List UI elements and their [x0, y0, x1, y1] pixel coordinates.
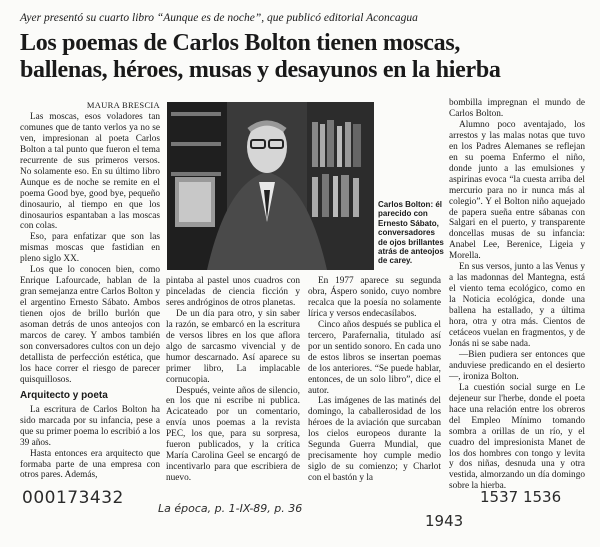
- paragraph: pintaba al pastel unos cuadros con pinceladas de ciencia ficción y seres andróginos de otros planetas.: [166, 276, 300, 308]
- paragraph: bombilla impregnan el mundo de Carlos Bolton.: [449, 98, 585, 119]
- paragraph: Después, veinte años de silencio, en los que ni escribe ni publica. Acicateado por un comentario, envía unos poemas a la revista PEC, los que, para su sorpresa, fueron publicados, y la crítica María Carolina Geel se encargó de incentivarlo para que escribiera de nuevo.: [166, 385, 300, 484]
- headline: [20, 30, 590, 84]
- paragraph: —Bien pudiera ser entonces que anduviese predicando en el desierto—, ironiza Bolton.: [449, 349, 585, 382]
- photo-illustration: [167, 102, 374, 270]
- photo-caption: Carlos Bolton: él parecido con Ernesto Sábato, conversadores de ojos brillantes atrás de anteojos de carey.: [378, 200, 444, 266]
- archive-number-2: 1943: [425, 512, 464, 530]
- paragraph: De un día para otro, y sin saber la razón, se embarcó en la escritura de versos libres en los que aflora algo de sarcasmo vivencial y de humor descarnado. Así aparece su primer libro, La implacable cornucopia.: [166, 308, 300, 385]
- paragraph: Cinco años después se publica el tercero, Parafernalia, titulado así por un sentido sonoro. En cada uno de estos libros se insertan poemas de los anteriores. “Se puede hablar, entonces, de un solo libro”, dice el autor.: [308, 319, 441, 396]
- kicker: Ayer presentó su cuarto libro “Aunque es de noche”, que publicó editorial Aconcagua: [20, 12, 418, 24]
- paragraph: Las moscas, esos voladores tan comunes que de tanto verlos ya no se ven, impresionan al poeta Carlos Bolton a tal punto que fueron el tema recurrente de sus primeros versos. No solamente eso. En su último libro Aunque es de noche se remite en el poema Good bye, good bye, pequeño dinosaurio, al tiempo en que los dinosaurios espantaban a las moscas con colas.: [20, 111, 160, 232]
- paragraph: Los que lo conocen bien, como Enrique Lafourcade, hablan de la gran semejanza entre Carlos Bolton y el argentino Ernesto Sábato. Ambos tienen ojos de brillo burlón que asoman detrás de unos anteojos con marcos de carey. Y ambos también son conversadores cultos con un dejo detallista de perfección estética, que los hace correr el riesgo de parecer quisquillosos.: [20, 265, 160, 385]
- article-column-4: [449, 98, 585, 492]
- paragraph: La cuestión social surge en Le dejeneur sur l'herbe, donde el poeta hace una relación entre los obreros del Empleo Mínimo tomando sombra a orillas de un río, y el cuadro del impresionista Manet de los dos hombres con tongo y levita y dos niñas, desnuda una y otra vestida, almorzando un día domingo sobre la hierba.: [449, 382, 585, 492]
- paragraph: La escritura de Carlos Bolton ha sido marcada por su infancia, pese a que su primer poema lo escribió a los 39 años.: [20, 404, 160, 448]
- paragraph: Eso, para enfatizar que son las mismas moscas que fastidian en pleno siglo XX.: [20, 232, 160, 265]
- archive-number: 1537 1536: [480, 488, 562, 506]
- source-note: La época, p. 1-IX-89, p. 36: [158, 502, 303, 515]
- paragraph: Las imágenes de las matinés del domingo, la caballerosidad de los héroes de la aviación que surcaban los cielos europeos durante la Segunda Guerra Mundial, que precisamente hoy cumple medio siglo de su comienzo; y Charlot con el bastón y la: [308, 396, 441, 484]
- author-photo: [167, 102, 374, 270]
- headline-line-1: Los poemas de Carlos Bolton tienen moscas,: [20, 30, 461, 56]
- subheading: Arquitecto y poeta: [20, 389, 108, 401]
- paragraph: Hasta entonces era arquitecto que formaba parte de una empresa con otros pares. Además,: [20, 448, 160, 481]
- paragraph: En 1977 aparece su segunda obra, Áspero sonido, cuyo nombre recalca que la poesía no solamente lírica y versos endecasílabos.: [308, 276, 441, 319]
- archive-code: 000173432: [22, 488, 124, 508]
- paragraph: Alumno poco aventajado, los arrestos y las malas notas que tuvo en los Padres Alemanes se reflejan en su poema Enfermo el niño, donde junto a las emulsiones y aspirinas evoca “la cuesta arriba del mercurio para no ir nunca más al colegio”. Y el Bolton niño aquejado de papera sueña entre sábanas con Salgari en el puerto, y transparente doncellas musas de su infancia: Anabel Lee, Berenice, Ligeia y Morella.: [449, 119, 585, 262]
- article-column-1: [20, 100, 160, 481]
- article-column-3: [308, 276, 441, 484]
- byline: MAURA BRESCIA: [86, 100, 160, 110]
- headline-line-2: ballenas, héroes, musas y desayunos en la hierba: [20, 57, 501, 83]
- paragraph: En sus versos, junto a las Venus y a las madonnas del Mantegna, está el viento tema ecológico, como en la Noticia ecológica, donde una ballena ha estallado, y a última hora, otra y otra más. Cientos de cetáceos vuelan en fragmentos, y de Jonás ni se sabe nada.: [449, 262, 585, 349]
- article-column-2: [166, 276, 300, 484]
